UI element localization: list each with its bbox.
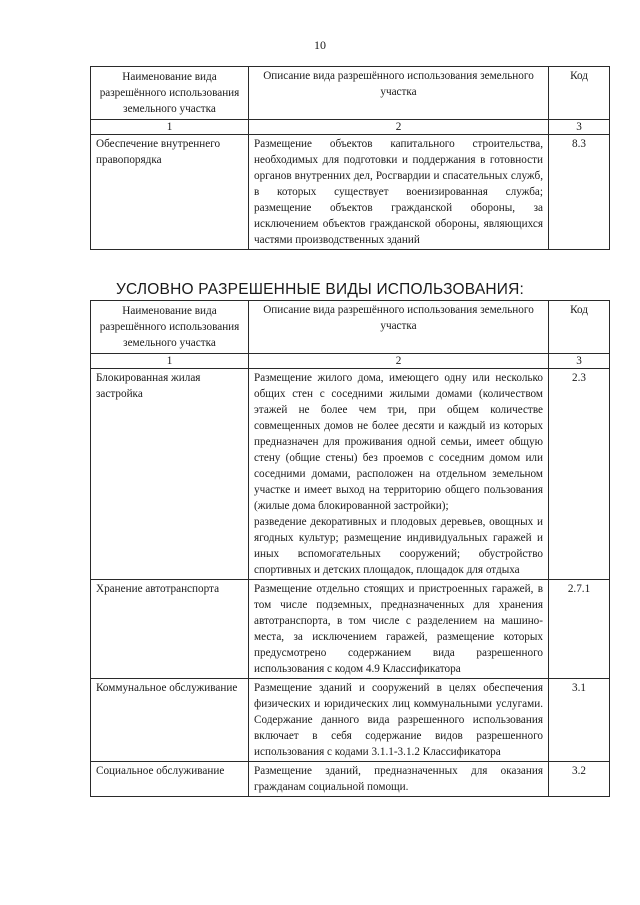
table-row [91, 679, 610, 762]
column-number-1: 1 [91, 120, 249, 135]
use-description-cell [249, 369, 549, 580]
column-number-row [91, 354, 610, 369]
table-header-row [91, 67, 610, 120]
table-row [91, 369, 610, 580]
column-number-3: 3 [549, 354, 610, 369]
table-row [91, 580, 610, 679]
use-code-cell: 8.3 [549, 135, 610, 250]
page-number: 10 [314, 38, 326, 52]
header-description-cell: Описание вида разрешённого использования земельного участка [249, 67, 549, 120]
header-name-cell: Наименование вида разрешённого использования земельного участка [91, 301, 249, 354]
column-number-row [91, 120, 610, 135]
header-code-cell: Код [549, 67, 610, 120]
use-description-cell: Размещение объектов капитального строительства, необходимых для подготовки и поддержания в готовности органов внутренних дел, Росгвардии и спасательных служб, в которых существует военизированная служба; размещение объектов гражданской обороны, за исключением объектов гражданской обороны, являющихся частями производственных зданий [249, 135, 549, 250]
use-code-cell: 3.1 [549, 679, 610, 762]
use-description-cell: Размещение зданий, предназначенных для оказания гражданам социальной помощи. [249, 762, 549, 797]
table-row [91, 762, 610, 797]
header-description-cell: Описание вида разрешённого использования земельного участка [249, 301, 549, 354]
description-paragraph: Размещение жилого дома, имеющего одну или несколько общих стен с соседними жилыми домами (количеством этажей не более чем три, при общем количестве совмещенных домов не более десяти и каждый из которых предназначен для проживания одной семьи, имеет общую стену (общие стены) без проемов с соседним домом или соседними домами, расположен на отдельном земельном участке и имеет выход на территорию общего пользования (жилые дома блокированной застройки); [254, 372, 543, 512]
header-code-cell: Код [549, 301, 610, 354]
use-description-cell: Размещение зданий и сооружений в целях обеспечения физических и юридических лиц коммунальными услугами. Содержание данного вида разрешенного использования включает в себя содержание видов разрешенного использования с кодами 3.1.1-3.1.2 Классификатора [249, 679, 549, 762]
column-number-3: 3 [549, 120, 610, 135]
header-name-cell: Наименование вида разрешённого использования земельного участка [91, 67, 249, 120]
description-paragraph: разведение декоративных и плодовых деревьев, овощных и ягодных культур; размещение индивидуальных гаражей и иных вспомогательных сооружений; обустройство спортивных и детских площадок, площадок для отдыха [254, 516, 543, 576]
table-header-row [91, 301, 610, 354]
column-number-2: 2 [249, 354, 549, 369]
permitted-uses-table [90, 66, 610, 250]
conditional-uses-table [90, 300, 610, 797]
table-row [91, 135, 610, 250]
use-name-cell: Социальное обслуживание [91, 762, 249, 797]
section-title: УСЛОВНО РАЗРЕШЕННЫЕ ВИДЫ ИСПОЛЬЗОВАНИЯ: [115, 281, 525, 298]
use-name-cell: Коммунальное обслуживание [91, 679, 249, 762]
use-description-cell: Размещение отдельно стоящих и пристроенных гаражей, в том числе подземных, предназначенных для хранения автотранспорта, в том числе с разделением на машино-места, за исключением гаражей, размещение которых предусмотрено содержанием вида разрешенного использования с кодом 4.9 Классификатора [249, 580, 549, 679]
use-name-cell: Блокированная жилая застройка [91, 369, 249, 580]
use-name-cell: Хранение автотранспорта [91, 580, 249, 679]
use-code-cell: 2.7.1 [549, 580, 610, 679]
use-name-cell: Обеспечение внутреннего правопорядка [91, 135, 249, 250]
use-code-cell: 2.3 [549, 369, 610, 580]
column-number-2: 2 [249, 120, 549, 135]
column-number-1: 1 [91, 354, 249, 369]
use-code-cell: 3.2 [549, 762, 610, 797]
